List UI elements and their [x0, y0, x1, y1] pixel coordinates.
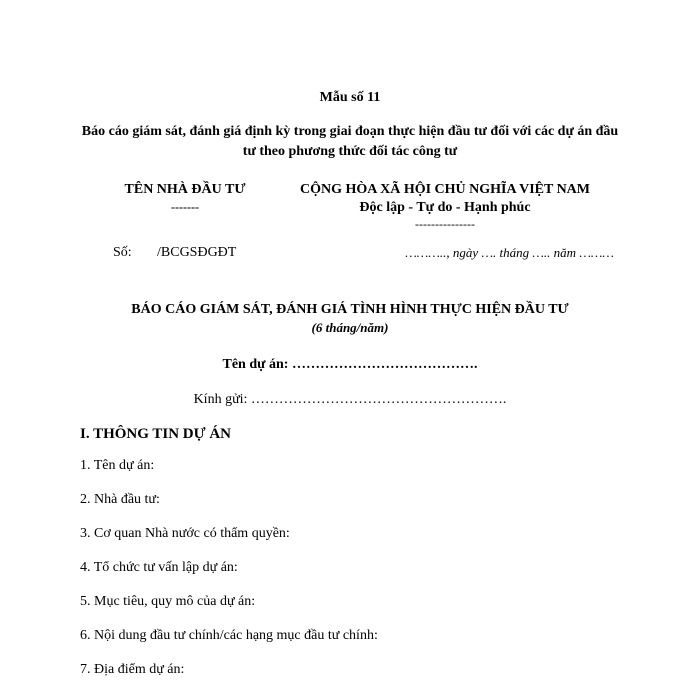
project-name-line: Tên dự án: ………………………………….: [222, 357, 478, 372]
list-item: 6. Nội dung đầu tư chính/các hạng mục đầu tư chính:: [80, 628, 378, 643]
recipient-line: Kính gửi: ……………………………………………….: [193, 392, 507, 407]
document-number-label: Số:: [113, 245, 132, 260]
list-item: 1. Tên dự án:: [80, 458, 155, 473]
motto-underline: ---------------: [415, 217, 475, 231]
list-item: 5. Mục tiêu, quy mô của dự án:: [80, 594, 256, 609]
form-number: Mẫu số 11: [319, 90, 381, 105]
nation-name: CỘNG HÒA XÃ HỘI CHỦ NGHĨA VIỆT NAM: [299, 182, 590, 197]
report-title: BÁO CÁO GIÁM SÁT, ĐÁNH GIÁ TÌNH HÌNH THỰC HIỆN ĐẦU TƯ: [131, 302, 569, 317]
list-item: 7. Địa điểm dự án:: [80, 662, 185, 677]
list-item: 2. Nhà đầu tư:: [80, 492, 160, 507]
investor-divider: -------: [171, 200, 199, 214]
section-heading-project-info: I. THÔNG TIN DỰ ÁN: [80, 426, 231, 442]
place-date-line: ……….., ngày …. tháng ….. năm ………: [405, 245, 614, 260]
investor-name-label: TÊN NHÀ ĐẦU TƯ: [124, 182, 246, 197]
report-period: (6 tháng/năm): [311, 320, 389, 335]
national-motto: Độc lập - Tự do - Hạnh phúc: [359, 200, 531, 215]
list-item: 3. Cơ quan Nhà nước có thẩm quyền:: [80, 526, 290, 541]
document-subtitle: Báo cáo giám sát, đánh giá định kỳ trong giai đoạn thực hiện đầu tư đối với các dự án đầu tư theo phương thức đối tác công tư: [81, 124, 619, 159]
list-item: 4. Tổ chức tư vấn lập dự án:: [80, 560, 238, 575]
document-number-code: /BCGSĐGĐT: [157, 245, 237, 260]
